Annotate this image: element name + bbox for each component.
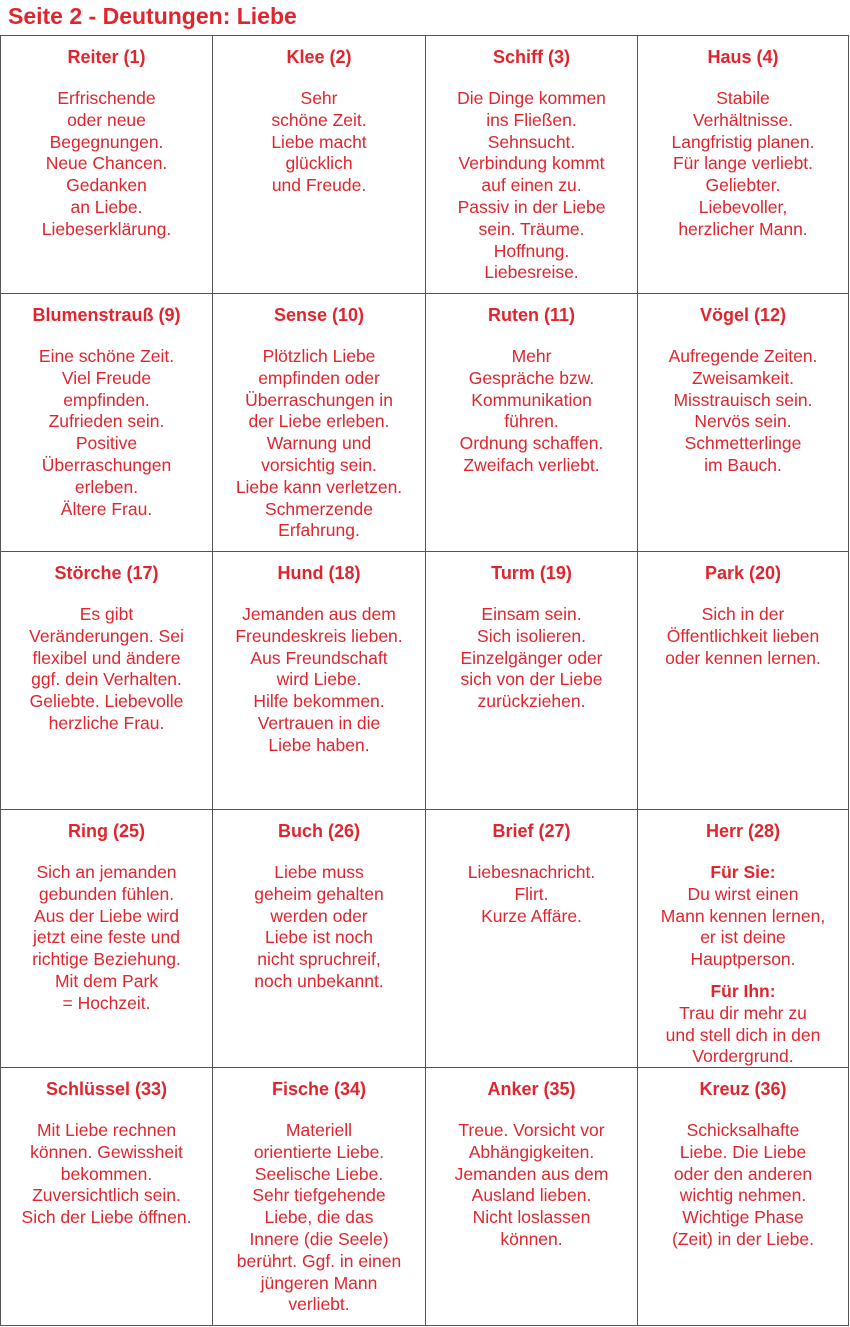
card-text-line: verliebt.: [288, 1294, 350, 1315]
card-text-line: Nervös sein.: [694, 411, 792, 432]
card-text-line: schöne Zeit.: [271, 109, 367, 130]
card-text-line: Flirt.: [514, 883, 549, 904]
card-text-line: Nicht loslassen: [472, 1207, 591, 1228]
card-text-line: Hauptperson.: [690, 949, 796, 970]
card-text-line: wird Liebe.: [276, 669, 362, 690]
card-text-line: ins Fließen.: [486, 109, 577, 130]
card-text-line: Wichtige Phase: [682, 1207, 804, 1228]
card-text-line: Zuversichtlich sein.: [32, 1185, 181, 1206]
card-text-line: Passiv in der Liebe: [457, 196, 606, 217]
card-text-line: Innere (die Seele): [249, 1228, 389, 1249]
card-cell: [1, 1068, 213, 1326]
card-text-line: Geliebter.: [705, 175, 781, 196]
card-text-line: Viel Freude: [61, 367, 152, 388]
card-cell: [426, 1068, 638, 1326]
card-text-line: Aus Freundschaft: [250, 647, 388, 668]
card-text-line: nicht spruchreif,: [257, 949, 381, 970]
card-text-line: Sehnsucht.: [487, 131, 576, 152]
card-text-line: Hoffnung.: [493, 240, 570, 261]
card-text-line: Es gibt: [79, 604, 134, 624]
card-text-line: ggf. dein Verhalten.: [31, 669, 182, 690]
card-text-line: Verbindung kommt: [458, 153, 605, 174]
card-text-line: herzliche Frau.: [48, 712, 165, 733]
card-text-line: Ordnung schaffen.: [459, 433, 604, 454]
card-text-line: flexibel und ändere: [32, 647, 181, 668]
card-text-line: Einsam sein.: [481, 604, 582, 624]
card-text-line: glücklich: [285, 153, 353, 174]
card-text-line: richtige Beziehung.: [32, 949, 181, 970]
card-text-line: Erfrischende: [57, 88, 156, 108]
card-text-line: Aufregende Zeiten.: [668, 346, 818, 366]
card-cell: [638, 810, 849, 1068]
card-subheading: Für Sie:: [710, 862, 776, 882]
card-text-line: Vertrauen in die: [257, 712, 381, 733]
card-cell: [213, 810, 426, 1068]
card-text-line: jetzt eine feste und: [33, 927, 180, 948]
card-cell: [1, 552, 213, 810]
card-text-line: Abhängigkeiten.: [468, 1141, 595, 1162]
card-text-line: Misstrauisch sein.: [673, 389, 813, 410]
card-text-line: Mehr: [511, 346, 552, 366]
card-text-line: herzlicher Mann.: [678, 218, 808, 239]
card-text-line: Liebesnachricht.: [467, 862, 596, 882]
card-cell: [1, 294, 213, 552]
card-text-line: Seelische Liebe.: [254, 1163, 384, 1184]
card-title: Ruten (11): [487, 305, 575, 325]
card-cell: [1, 36, 213, 294]
card-text-line: Langfristig planen.: [671, 131, 815, 152]
card-text-line: Mit Liebe rechnen: [36, 1120, 177, 1140]
card-text-line: Aus der Liebe wird: [34, 905, 179, 926]
card-text-line: Mann kennen lernen,: [660, 905, 826, 926]
card-text-line: Ausland lieben.: [471, 1185, 592, 1206]
card-cell: [638, 36, 849, 294]
card-title: Vögel (12): [699, 305, 787, 325]
card-text-line: geheim gehalten: [254, 883, 384, 904]
card-text-line: Zufrieden sein.: [48, 411, 165, 432]
card-title: Fische (34): [271, 1079, 367, 1099]
card-title: Kreuz (36): [699, 1079, 787, 1099]
card-text-line: er ist deine: [700, 927, 786, 948]
card-text-line: werden oder: [270, 905, 368, 926]
card-cell: [426, 36, 638, 294]
card-text-line: Vordergrund.: [692, 1046, 794, 1067]
card-text-line: Geliebte. Liebevolle: [29, 691, 184, 712]
card-title: Ring (25): [67, 821, 145, 841]
card-text-line: Gespräche bzw.: [468, 367, 595, 388]
card-text-line: Neue Chancen.: [45, 153, 168, 174]
card-text-line: der Liebe erleben.: [248, 411, 390, 432]
card-text-line: jüngeren Mann: [260, 1272, 378, 1293]
card-text-line: Plötzlich Liebe: [262, 346, 376, 366]
card-text-line: Hilfe bekommen.: [253, 691, 385, 712]
card-text-line: Kurze Affäre.: [481, 905, 582, 926]
card-text-line: Liebe muss: [274, 862, 364, 882]
card-text-line: Überraschungen: [41, 454, 172, 475]
card-text-line: Jemanden aus dem: [242, 604, 396, 624]
card-cell: [213, 552, 426, 810]
card-title: Hund (18): [277, 563, 361, 583]
card-text-line: erleben.: [74, 476, 139, 497]
card-text-line: oder neue: [67, 109, 146, 130]
card-text-line: Überraschungen in: [245, 389, 393, 410]
card-text-line: Die Dinge kommen: [457, 88, 606, 108]
card-text-line: Sehr tiefgehende: [252, 1185, 386, 1206]
card-title: Haus (4): [707, 47, 779, 67]
card-text-line: Liebevoller,: [698, 196, 788, 217]
card-grid: [0, 35, 849, 1326]
card-cell: [213, 36, 426, 294]
card-text-line: Warnung und: [266, 433, 372, 454]
card-text-line: orientierte Liebe.: [253, 1141, 385, 1162]
card-text-line: Ältere Frau.: [60, 498, 153, 519]
spacer: [638, 971, 848, 981]
card-title: Herr (28): [705, 821, 781, 841]
card-title: Störche (17): [54, 563, 159, 583]
card-text-line: Kommunikation: [471, 389, 592, 410]
card-text-line: im Bauch.: [704, 454, 782, 475]
card-text-line: Einzelgänger oder: [460, 647, 603, 668]
card-text-line: Schmerzende: [265, 498, 373, 519]
card-text-line: und Freude.: [271, 175, 367, 196]
card-text-line: an Liebe.: [70, 196, 143, 217]
card-text-line: Liebe haben.: [268, 734, 370, 755]
card-title: Park (20): [704, 563, 782, 583]
card-cell: [1, 810, 213, 1068]
card-text-line: Trau dir mehr zu: [679, 1002, 807, 1023]
card-text-line: Du wirst einen: [687, 883, 799, 904]
card-text-line: sein. Träume.: [478, 218, 585, 239]
card-text-line: Materiell: [285, 1120, 353, 1140]
card-text-line: führen.: [504, 411, 559, 432]
card-text-line: auf einen zu.: [481, 175, 582, 196]
card-title: Reiter (1): [67, 47, 146, 67]
card-text-line: Öffentlichkeit lieben: [666, 625, 820, 646]
card-text-line: Liebesreise.: [484, 262, 579, 283]
card-text-line: Sich in der: [701, 604, 785, 624]
card-text-line: Schicksalhafte: [686, 1120, 800, 1140]
card-text-line: noch unbekannt.: [254, 970, 384, 991]
card-text-line: berührt. Ggf. in einen: [236, 1250, 402, 1271]
card-text-line: Liebe. Die Liebe: [679, 1141, 807, 1162]
card-text-line: = Hochzeit.: [62, 992, 151, 1013]
card-subheading: Für Ihn:: [710, 980, 776, 1001]
card-text-line: wichtig nehmen.: [679, 1185, 807, 1206]
card-text-line: oder den anderen: [673, 1163, 813, 1184]
card-title: Anker (35): [487, 1079, 576, 1099]
card-text-line: und stell dich in den: [665, 1024, 821, 1045]
card-text-line: Gedanken: [66, 175, 147, 196]
card-cell: [426, 294, 638, 552]
card-text-line: Freundeskreis lieben.: [235, 625, 403, 646]
card-text-line: empfinden oder: [258, 367, 380, 388]
page-title: Seite 2 - Deutungen: Liebe: [8, 3, 297, 29]
card-cell: [426, 810, 638, 1068]
card-text-line: Liebe kann verletzen.: [235, 476, 403, 497]
card-text-line: zurückziehen.: [477, 691, 586, 712]
card-cell: [638, 294, 849, 552]
card-text-line: Stabile: [716, 88, 770, 108]
card-text-line: Positive: [75, 433, 138, 454]
card-text-line: Treue. Vorsicht vor: [458, 1120, 605, 1140]
card-text-line: Veränderungen. Sei: [29, 625, 184, 646]
card-text-line: bekommen.: [60, 1163, 153, 1184]
card-text-line: Zweifach verliebt.: [463, 454, 600, 475]
card-text-line: Für lange verliebt.: [672, 153, 814, 174]
card-title: Sense (10): [273, 305, 365, 325]
card-text-line: Schmetterlinge: [684, 433, 802, 454]
card-text-line: Liebeserklärung.: [41, 218, 172, 239]
card-text-line: Zweisamkeit.: [691, 367, 795, 388]
card-text-line: (Zeit) in der Liebe.: [671, 1228, 814, 1249]
card-text-line: können.: [500, 1228, 563, 1249]
card-title: Blumenstrauß (9): [32, 305, 181, 325]
card-text-line: Eine schöne Zeit.: [38, 346, 175, 366]
card-text-line: können. Gewissheit: [30, 1141, 183, 1162]
card-cell: [213, 294, 426, 552]
card-text-line: Liebe macht: [271, 131, 367, 152]
card-text-line: Verhältnisse.: [692, 109, 794, 130]
card-text-line: oder kennen lernen.: [665, 647, 821, 668]
card-text-line: Liebe, die das: [264, 1207, 374, 1228]
card-title: Schiff (3): [492, 47, 570, 67]
card-cell: [638, 552, 849, 810]
card-text-line: Begegnungen.: [49, 131, 164, 152]
card-title: Brief (27): [492, 821, 571, 841]
card-text-line: gebunden fühlen.: [38, 883, 175, 904]
card-text-line: sich von der Liebe: [460, 669, 603, 690]
card-title: Klee (2): [286, 47, 352, 67]
card-text-line: Erfahrung.: [278, 520, 360, 541]
card-text-line: Sehr: [300, 88, 338, 108]
card-title: Schlüssel (33): [45, 1079, 168, 1099]
card-title: Buch (26): [277, 821, 360, 841]
card-text-line: vorsichtig sein.: [261, 454, 377, 475]
card-title: Turm (19): [491, 563, 572, 583]
card-text-line: Sich isolieren.: [477, 625, 586, 646]
card-cell: [638, 1068, 849, 1326]
card-text-line: Sich der Liebe öffnen.: [21, 1207, 192, 1228]
card-cell: [213, 1068, 426, 1326]
card-text-line: Liebe ist noch: [265, 927, 373, 948]
card-cell: [426, 552, 638, 810]
card-text-line: Jemanden aus dem: [454, 1163, 609, 1184]
card-text-line: Mit dem Park: [54, 970, 159, 991]
card-text-line: Sich an jemanden: [36, 862, 177, 882]
card-text-line: empfinden.: [63, 389, 150, 410]
